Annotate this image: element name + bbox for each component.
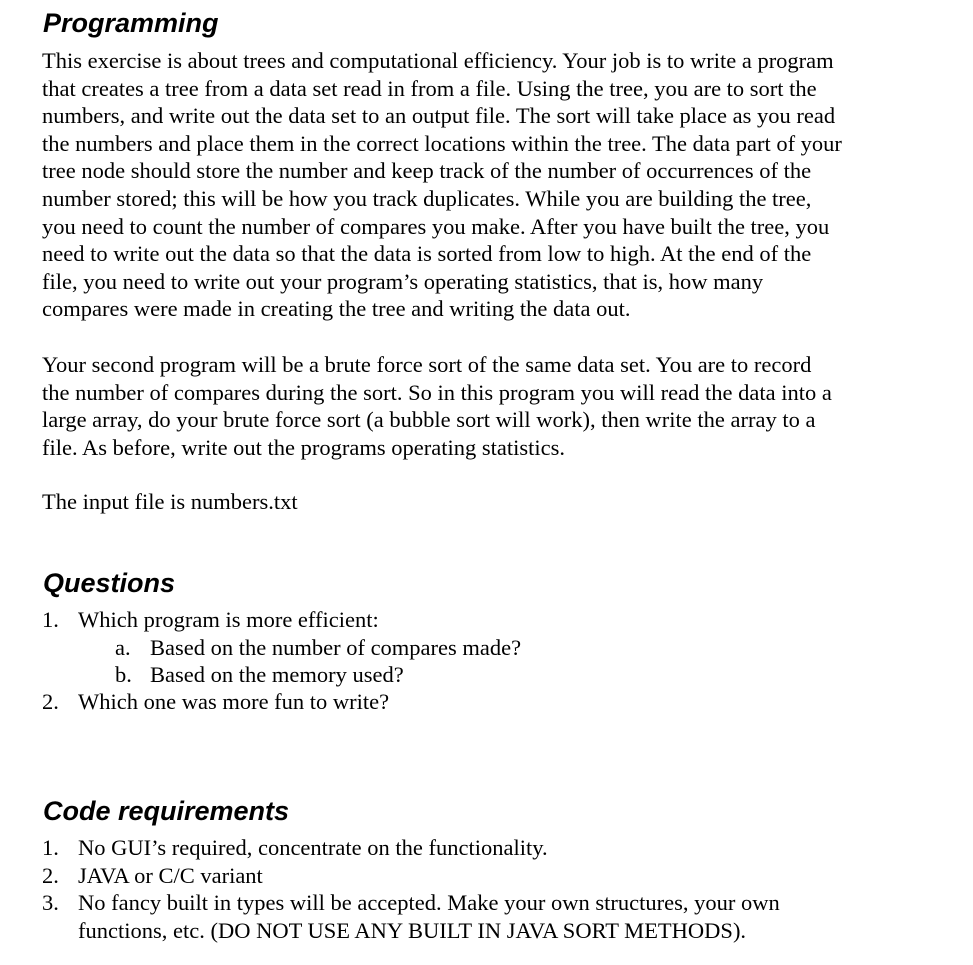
paragraph-line: file, you need to write out your program’s operating statistics, that is, how many [42, 268, 764, 294]
list-text: JAVA or C/C variant [78, 863, 263, 888]
list-number: 3. [42, 890, 59, 915]
list-item [115, 634, 973, 662]
programming-paragraph-1 [42, 47, 842, 323]
list-text: Which one was more fun to write? [78, 689, 390, 714]
questions-heading: Questions [43, 568, 176, 598]
list-item-continuation [42, 917, 942, 945]
list-item [42, 889, 942, 917]
paragraph-line: that creates a tree from a data set read in from a file. Using the tree, you are to sort the [42, 75, 817, 101]
list-letter: a. [115, 635, 131, 660]
paragraph-line: the number of compares during the sort. So in this program you will read the data into a [42, 379, 832, 405]
list-letter: b. [115, 662, 132, 687]
paragraph-line: Your second program will be a brute force sort of the same data set. You are to record [42, 352, 812, 377]
list-text: No fancy built in types will be accepted. Make your own structures, your own [78, 890, 780, 915]
list-item [42, 688, 942, 716]
list-text: No GUI’s required, concentrate on the functionality. [78, 835, 548, 860]
list-number: 1. [42, 607, 59, 632]
paragraph-line: file. As before, write out the programs operating statistics. [42, 434, 565, 460]
list-item [42, 606, 942, 634]
list-text: Which program is more efficient: [78, 607, 379, 632]
list-number: 2. [42, 863, 59, 888]
paragraph-line: This exercise is about trees and computational efficiency. Your job is to write a program [42, 48, 834, 73]
paragraph-line: tree node should store the number and keep track of the number of occurrences of the [42, 158, 812, 184]
paragraph-line: compares were made in creating the tree and writing the data out. [42, 296, 631, 322]
paragraph-line: you need to count the number of compares you make. After you have built the tree, you [42, 213, 830, 239]
code-requirements-heading: Code requirements [43, 796, 290, 826]
paragraph-line: need to write out the data so that the data is sorted from low to high. At the end of the [42, 241, 812, 267]
list-item [115, 661, 973, 689]
list-item [42, 834, 942, 862]
list-text: functions, etc. (DO NOT USE ANY BUILT IN JAVA SORT METHODS). [78, 918, 747, 943]
list-text: Based on the number of compares made? [150, 635, 522, 660]
programming-paragraph-2 [42, 351, 832, 461]
paragraph-line: the numbers and place them in the correct locations within the tree. The data part of your [42, 130, 842, 156]
input-file-line: The input file is numbers.txt [42, 489, 298, 514]
list-text: Based on the memory used? [150, 662, 404, 687]
list-number: 1. [42, 835, 59, 860]
programming-heading: Programming [43, 8, 219, 38]
paragraph-line: number stored; this will be how you track duplicates. While you are building the tree, [42, 185, 812, 211]
list-item [42, 862, 942, 890]
paragraph-line: large array, do your brute force sort (a bubble sort will work), then write the array to a [42, 407, 816, 433]
list-number: 2. [42, 689, 59, 714]
paragraph-line: numbers, and write out the data set to an output file. The sort will take place as you read [42, 103, 836, 129]
